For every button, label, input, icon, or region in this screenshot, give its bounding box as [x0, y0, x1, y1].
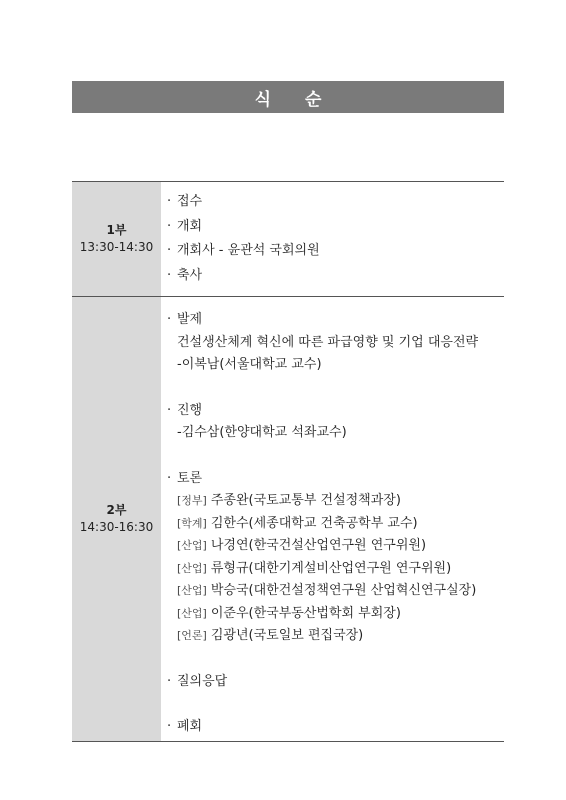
moderator-heading — [167, 400, 504, 423]
session-1-row — [72, 182, 504, 297]
session-1-time: 13:30-14:30 — [79, 240, 154, 254]
panelist — [167, 603, 504, 626]
panelist-name: 류형규(대한기계설비산업연구원 연구위원) — [210, 560, 452, 576]
panelist-tag: [정부] — [177, 494, 207, 507]
bullet-icon: · — [167, 719, 172, 734]
closing-heading — [167, 716, 504, 739]
panelist-tag: [언론] — [177, 629, 207, 642]
agenda-item-label: 접수 — [177, 194, 203, 209]
panelist — [167, 625, 504, 648]
panelist-tag: [산업] — [177, 561, 207, 575]
panelist — [167, 580, 504, 603]
agenda-item — [167, 190, 504, 215]
presenter: -이복남(서울대학교 교수) — [177, 357, 322, 372]
panelist-name: 김한수(세종대학교 건축공학부 교수) — [210, 515, 418, 531]
agenda-item — [167, 215, 504, 240]
bullet-icon: · — [167, 194, 172, 209]
bullet-icon: · — [167, 312, 172, 327]
session-2-part: 2부 — [106, 503, 127, 517]
discussion-label: 토론 — [177, 470, 203, 486]
panelist — [167, 513, 504, 536]
session-2-row — [72, 297, 504, 742]
panelist-name: 김광년(국토일보 편집국장) — [210, 628, 364, 643]
session-2-label — [72, 297, 161, 742]
bullet-icon: · — [167, 267, 172, 283]
panelist-tag: [학계] — [177, 516, 207, 530]
session-1-label — [72, 182, 161, 297]
bullet-icon: · — [167, 218, 172, 234]
program-table — [72, 181, 504, 742]
panelist-tag: [산업] — [177, 606, 207, 620]
presentation-heading — [167, 309, 504, 332]
agenda-item — [167, 239, 504, 264]
bullet-icon: · — [167, 402, 172, 418]
bullet-icon: · — [167, 470, 172, 486]
qa-heading — [167, 671, 504, 694]
agenda-item-label: 개회 — [177, 218, 203, 234]
panelist-name: 주종완(국토교통부 건설정책과장) — [210, 493, 401, 508]
discussion-heading — [167, 468, 504, 491]
panelist — [167, 535, 504, 558]
agenda-item — [167, 264, 504, 289]
panelist-name: 이준우(한국부동산법학회 부회장) — [210, 605, 401, 621]
panelist-tag: [산업] — [177, 584, 207, 597]
moderator-label: 진행 — [177, 402, 203, 418]
agenda-item-label: 개회사 - 윤관석 국회의원 — [177, 243, 320, 258]
session-2-time: 14:30-16:30 — [79, 520, 154, 534]
panelist-name: 나경연(한국건설산업연구원 연구위원) — [210, 538, 427, 553]
session-1-content — [161, 182, 504, 297]
bullet-icon: · — [167, 673, 172, 689]
panelist-name: 박승국(대한건설정책연구원 산업혁신연구실장) — [210, 583, 477, 598]
session-2-content — [161, 297, 504, 742]
panelist — [167, 490, 504, 513]
session-1-part: 1부 — [106, 223, 127, 237]
agenda-item-label: 축사 — [177, 267, 203, 283]
closing-label: 폐회 — [177, 719, 203, 734]
panelist-tag: [산업] — [177, 539, 207, 552]
moderator: -김수삼(한양대학교 석좌교수) — [177, 425, 347, 440]
qa-label: 질의응답 — [177, 673, 228, 689]
presentation-topic: 건설생산체계 혁신에 따른 파급영향 및 기업 대응전략 — [177, 334, 479, 350]
bullet-icon: · — [167, 243, 172, 258]
page-title: 식 순 — [72, 81, 504, 113]
presentation-label: 발제 — [177, 312, 203, 327]
panelist — [167, 558, 504, 581]
